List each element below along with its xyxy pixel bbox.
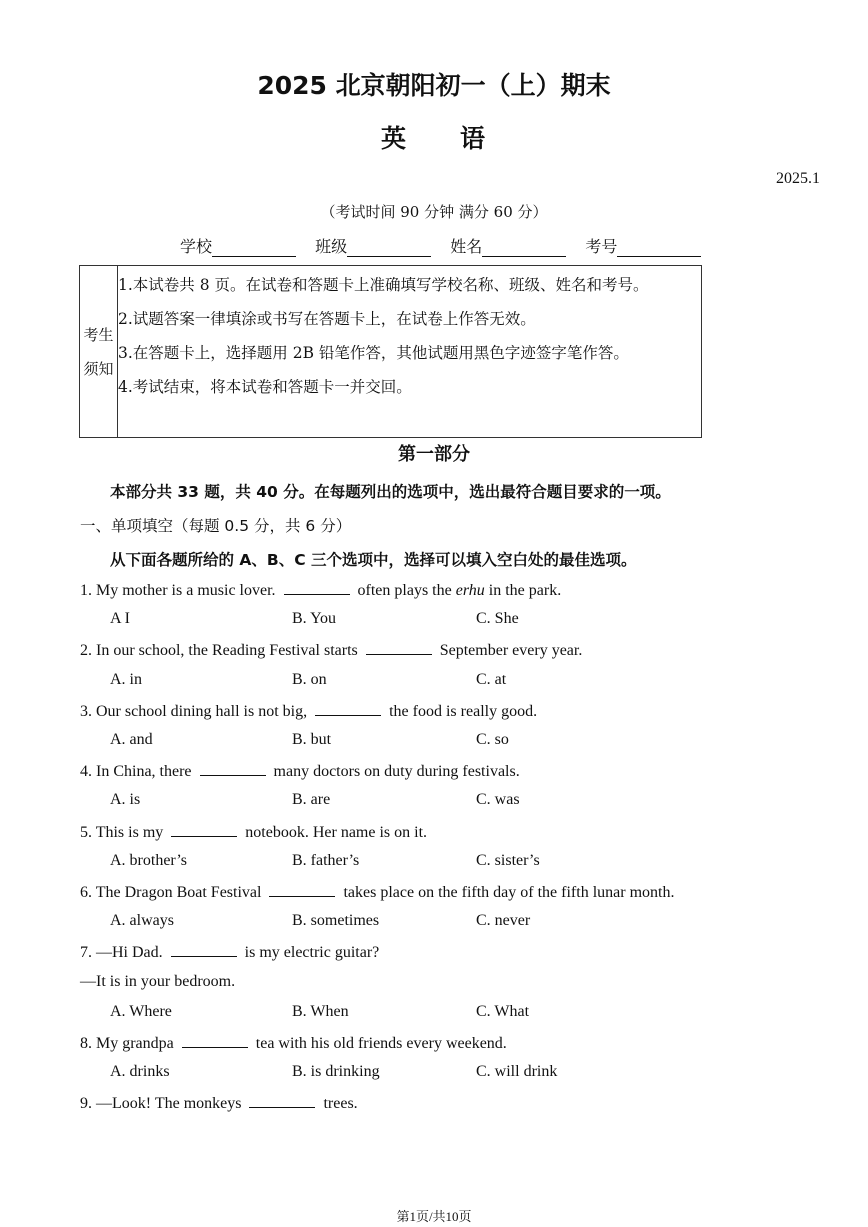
question-4: 4. In China, there many doctors on duty during festivals. [80,763,520,781]
exam-title: 2025 北京朝阳初一（上）期末 [257,71,611,100]
question-6-option-b[interactable]: B. sometimes [292,912,380,930]
question-2: 2. In our school, the Reading Festival starts September every year. [80,642,583,660]
question-1-option-b[interactable]: B. You [292,610,337,628]
question-2-option-c[interactable]: C. at [476,670,507,688]
question-3-option-b[interactable]: B. but [292,731,332,748]
question-3-option-a[interactable]: A. and [110,731,153,748]
name-field: 姓名 [450,234,566,257]
exam-date: 2025.1 [776,170,820,187]
answer-blank [249,1093,315,1108]
question-4-option-a[interactable]: A. is [110,791,141,809]
answer-blank [171,942,237,957]
question-7: 7. —Hi Dad. is my electric guitar? [80,944,380,962]
page-footer: 第1页/共10页 [396,1209,472,1224]
question-4-option-c[interactable]: C. was [476,791,520,809]
notice-box [79,265,702,438]
question-4-option-b[interactable]: B. are [292,791,331,809]
question-8-option-c[interactable]: C. will drink [476,1063,558,1081]
question-7-option-c[interactable]: C. What [476,1002,530,1020]
subject-title [0,119,868,155]
notice-item: 2.试题答案一律填涂或书写在答题卡上，在试卷上作答无效。 [118,310,536,328]
time-note: （考试时间 90 分钟 满分 60 分） [320,203,548,221]
notice-item: 4.考试结束，将本试卷和答题卡一并交回。 [118,378,412,396]
question-8-option-b[interactable]: B. is drinking [292,1063,380,1081]
question-3: 3. Our school dining hall is not big, the food is really good. [80,702,538,720]
question-1: 1. My mother is a music lover. often plays the erhu in the park. [80,582,562,599]
notice-item: 3.在答题卡上，选择题用 2B 铅笔作答，其他试题用黑色字迹签字笔作答。 [118,344,629,362]
notice-label: 考生 须知 [80,266,118,437]
question-2-option-a[interactable]: A. in [110,670,142,688]
question-5-option-a[interactable]: A. brother’s [110,851,188,869]
question-7-option-a[interactable]: A. Where [110,1002,172,1020]
subject-char-1: 英 [380,124,408,153]
question-7-option-b[interactable]: B. When [292,1002,349,1020]
question-5-option-c[interactable]: C. sister’s [476,851,540,869]
part-intro: 本部分共 33 题，共 40 分。在每题列出的选项中，选出最符合题目要求的一项。 [110,483,671,501]
question-6-option-a[interactable]: A. always [110,912,174,930]
class-field: 班级 [315,234,431,257]
answer-blank [200,761,266,776]
notice-item: 1.本试卷共 8 页。在试卷和答题卡上准确填写学校名称、班级、姓名和考号。 [118,276,649,294]
answer-blank [366,640,432,655]
answer-blank [284,580,350,595]
answer-blank [182,1033,248,1048]
question-6-option-c[interactable]: C. never [476,912,531,930]
part-title: 第一部分 [398,444,470,465]
question-1-option-c[interactable]: C. She [476,610,519,628]
question-8: 8. My grandpa tea with his old friends every weekend. [80,1035,507,1052]
exam-number-field: 考号 [585,234,701,257]
school-field: 学校 [180,234,296,257]
question-9: 9. —Look! The monkeys trees. [80,1095,358,1113]
section-directions: 从下面各题所给的 A、B、C 三个选项中，选择可以填入空白处的最佳选项。 [110,551,637,569]
notice-items [118,268,700,404]
answer-blank [315,701,381,716]
question-8-option-a[interactable]: A. drinks [110,1063,170,1081]
answer-blank [171,822,237,837]
section-title: 一、单项填空（每题 0.5 分，共 6 分） [80,517,352,535]
question-5-option-b[interactable]: B. father’s [292,851,360,869]
student-info-fields [180,234,715,257]
question-6: 6. The Dragon Boat Festival takes place on the fifth day of the fifth lunar month. [80,884,675,901]
subject-char-2: 语 [460,124,488,153]
question-3-option-c[interactable]: C. so [476,731,509,748]
question-2-option-b[interactable]: B. on [292,670,327,688]
question-5: 5. This is my notebook. Her name is on it. [80,823,428,841]
question-1-option-a[interactable]: A I [110,610,130,628]
answer-blank [269,882,335,897]
question-7-reply: —It is in your bedroom. [80,972,236,990]
